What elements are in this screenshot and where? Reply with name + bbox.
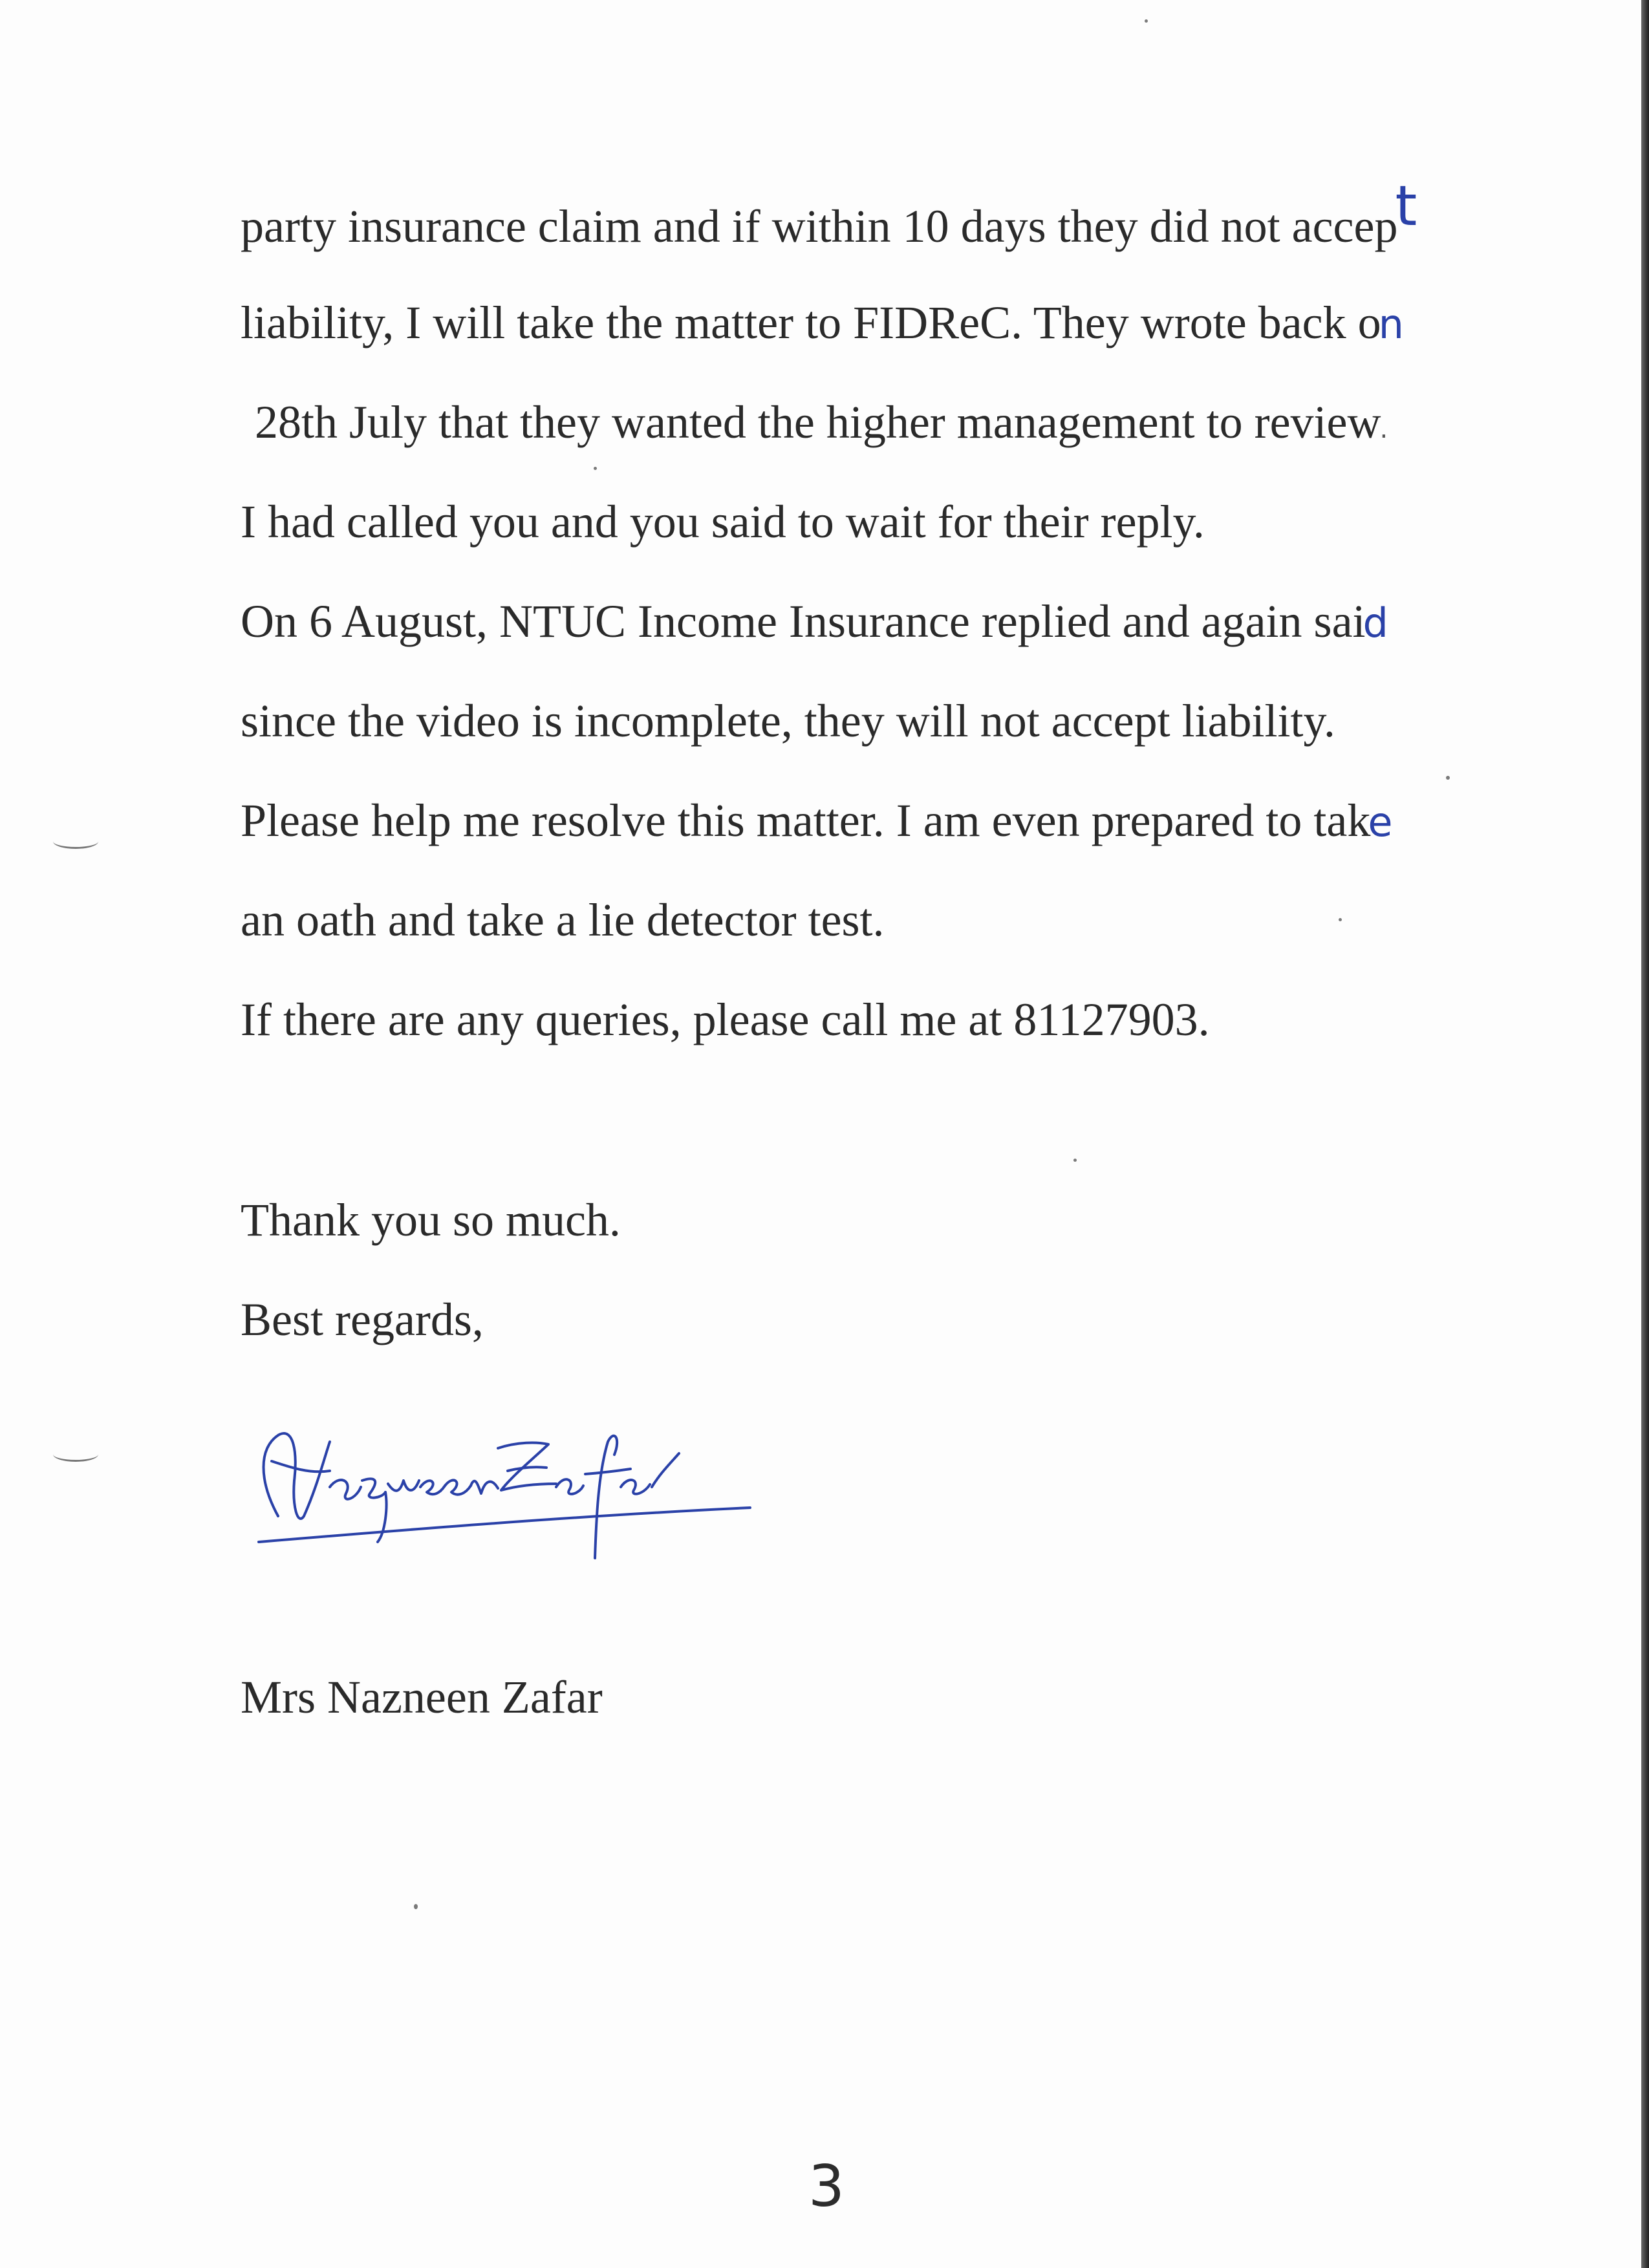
scan-speck bbox=[414, 1904, 418, 1909]
handwritten-signature bbox=[233, 1403, 770, 1571]
scan-speck bbox=[1145, 19, 1148, 23]
letter-line: liability, I will take the matter to FIDReC. They wrote back on bbox=[241, 287, 1592, 387]
signature-graphic bbox=[233, 1403, 770, 1571]
signatory-name: Mrs Nazneen Zafar bbox=[241, 1671, 603, 1723]
letter-line: I had called you and you said to wait for their reply. bbox=[241, 496, 1205, 548]
handwritten-correction: d bbox=[1363, 599, 1388, 647]
letter-line: an oath and take a lie detector test. bbox=[241, 894, 885, 946]
letter-line: since the video is incomplete, they will not accept liability. bbox=[241, 695, 1335, 747]
handwritten-correction: . bbox=[1379, 414, 1388, 444]
letter-line: party insurance claim and if within 10 days they did not accept bbox=[241, 187, 1592, 287]
scanner-edge bbox=[1641, 0, 1649, 2268]
closing-line: Thank you so much. bbox=[241, 1194, 621, 1246]
letter-line: Please help me resolve this matter. I am even prepared to take bbox=[241, 785, 1592, 884]
sign-off: Best regards, bbox=[241, 1294, 484, 1345]
handwritten-correction: t bbox=[1395, 174, 1417, 239]
page-number: 3 bbox=[808, 2153, 845, 2220]
handwritten-correction: n bbox=[1378, 301, 1404, 348]
letter-line: If there are any queries, please call me at 81127903. bbox=[241, 994, 1210, 1045]
handwritten-correction: e bbox=[1368, 798, 1393, 846]
scan-mark bbox=[53, 834, 98, 849]
scan-mark bbox=[53, 1447, 98, 1462]
letter-line: On 6 August, NTUC Income Insurance replied and again said bbox=[241, 586, 1592, 685]
letter-line: 28th July that they wanted the higher management to review. bbox=[241, 387, 1592, 486]
